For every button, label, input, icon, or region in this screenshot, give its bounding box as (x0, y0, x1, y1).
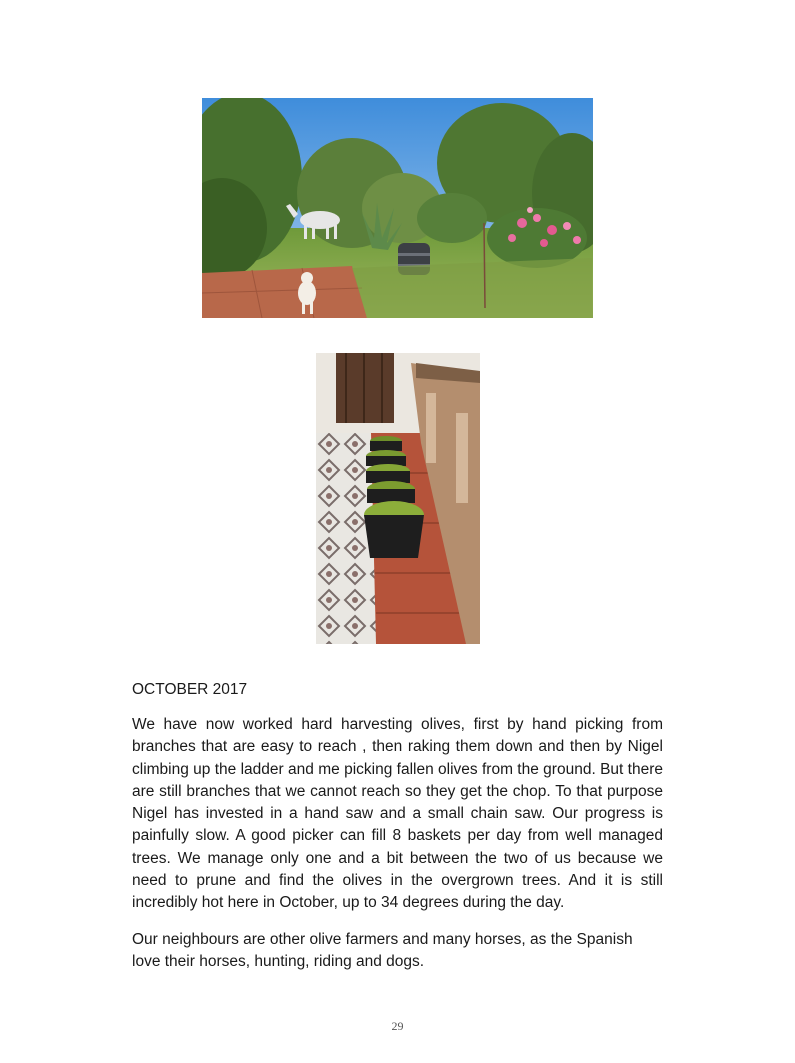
olive-baskets-photo (316, 353, 480, 644)
garden-photo (202, 98, 593, 318)
garden-photo-illustration (202, 98, 593, 318)
olive-baskets-illustration (316, 353, 480, 644)
paragraph-neighbours: Our neighbours are other olive farmers and many horses, as the Spanish love their horses, hunting, riding and dogs. (132, 931, 633, 971)
section-heading: OCTOBER 2017 (132, 681, 248, 698)
paragraph-harvest: We have now worked hard harvesting olives, first by hand picking from branches that are easy to reach , then raking them down and then by Nigel climbing up the ladder and me picking fallen olives from the ground. But there are still branches that we cannot reach so they get the chop. To that purpose Nigel has invested in a hand saw and a small chain saw. Our progress is painfully slow. A good picker can fill 8 baskets per day from well managed trees. We manage only one and a bit between the two of us because we need to prune and find the olives in the overgrown trees. And it is still incredibly hot here in October, up to 34 degrees during the day. (132, 716, 663, 912)
page-number: 29 (391, 1019, 404, 1033)
